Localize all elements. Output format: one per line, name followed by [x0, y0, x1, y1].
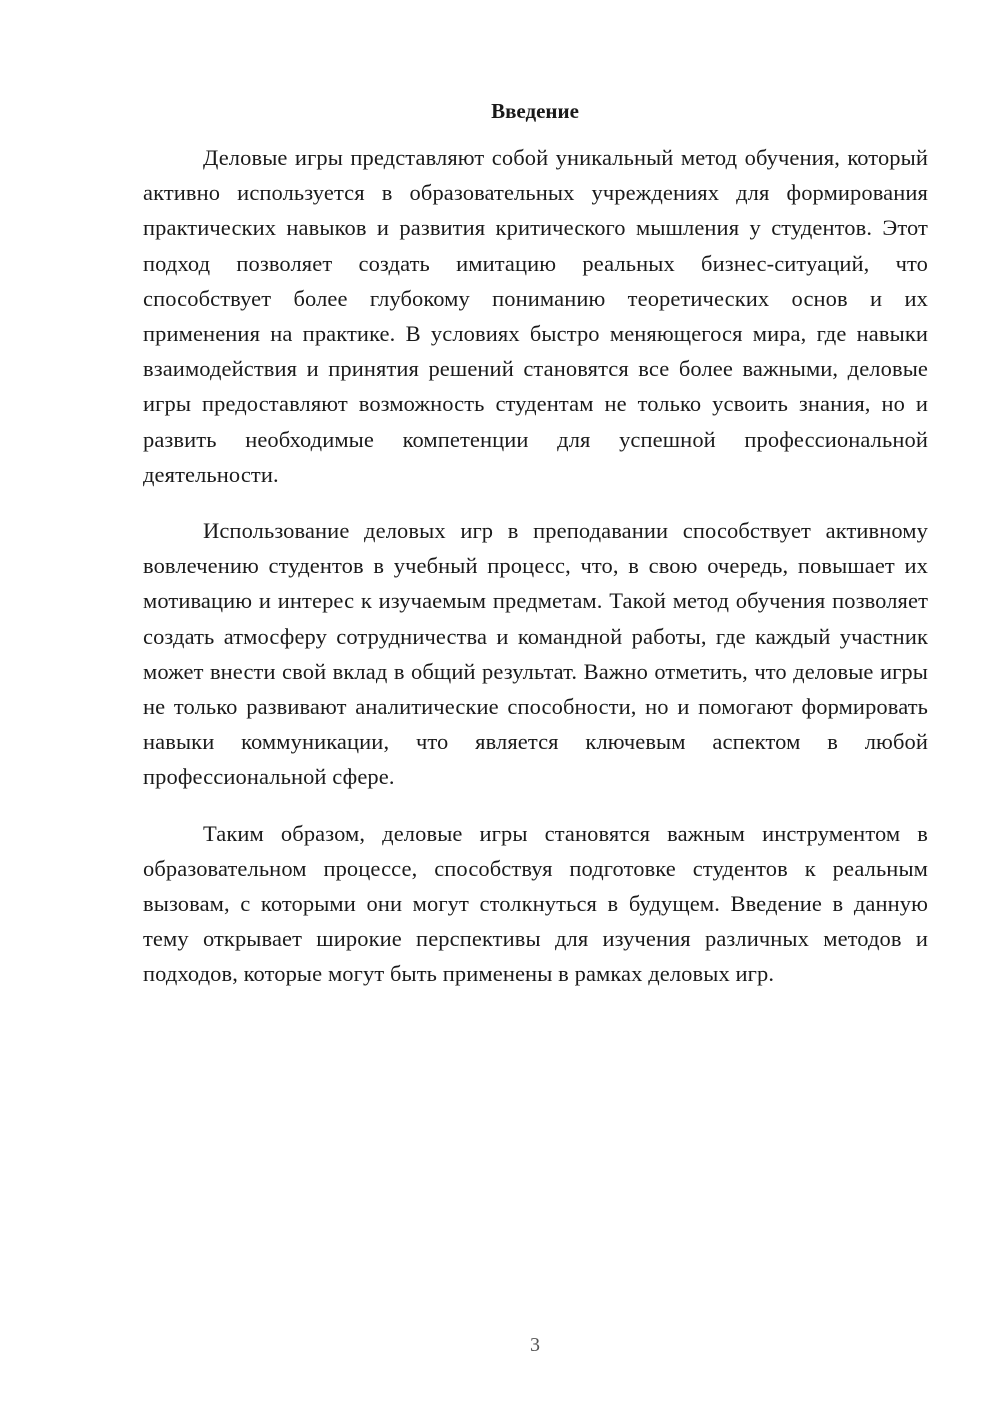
- paragraph-1: Деловые игры представляют собой уникальный метод обучения, который активно используется в образовательных учреждениях для формирования практических навыков и развития критического мышления у студентов. Этот подход позволяет создать имитацию реальных бизнес-ситуаций, что способствует более глубокому пониманию теоретических основ и их применения на практике. В условиях быстро меняющегося мира, где навыки взаимодействия и принятия решений становятся все более важными, деловые игры предоставляют возможность студентам не только усвоить знания, но и развить необходимые компетенции для успешной профессиональной деятельности.: [143, 145, 928, 487]
- paragraph-3: Таким образом, деловые игры становятся важным инструментом в образовательном процессе, способствуя подготовке студентов к реальным вызовам, с которыми они могут столкнуться в будущем. Введение в данную тему открывает широкие перспективы для изучения различных методов и подходов, которые могут быть применены в рамках деловых игр.: [143, 820, 928, 987]
- page-number: 3: [530, 1334, 540, 1356]
- section-heading: Введение: [491, 99, 579, 123]
- body-text: [143, 140, 928, 992]
- paragraph-2: Использование деловых игр в преподавании способствует активному вовлечению студентов в учебный процесс, что, в свою очередь, повышает их мотивацию и интерес к изучаемым предметам. Такой метод обучения позволяет создать атмосферу сотрудничества и командной работы, где каждый участник может внести свой вклад в общий результат. Важно отметить, что деловые игры не только развивают аналитические способности, но и помогают формировать навыки коммуникации, что является ключевым аспектом в любой профессиональной сфере.: [143, 518, 928, 790]
